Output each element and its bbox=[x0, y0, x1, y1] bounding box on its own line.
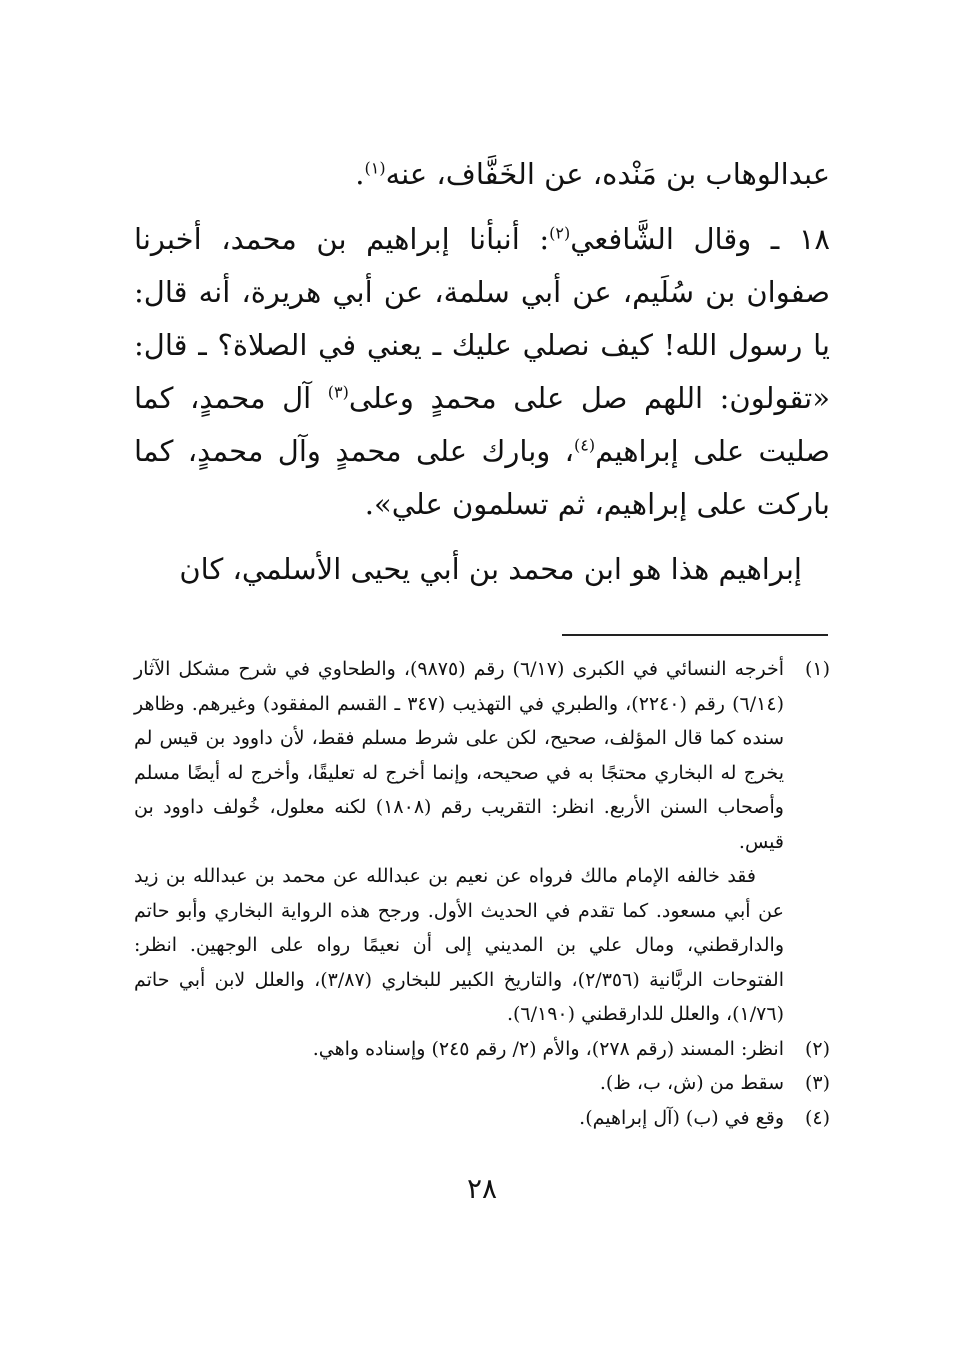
footnote-divider bbox=[562, 634, 828, 636]
paragraph-text: إبراهيم هذا هو ابن محمد بن أبي يحيى الأسلمي، كان bbox=[179, 552, 802, 586]
footnote-text: أخرجه النسائي في الكبرى (٦/١٧) رقم (٩٨٧٥)، والطحاوي في شرح مشكل الآثار (٦/١٤) رقم (٢٢٤٠)، والطبري في التهذيب (٣٤٧ ـ القسم المفقود) وغيرهم. وظاهر سنده كما قال المؤلف، صحيح، لكن على شرط مسلم فقط، لأن داوود بن قيس لم يخرج له البخاري محتجًا به في صحيحه، وإنما أخرج له تعليقًا، وأخرج له أيضًا مسلم وأصحاب السنن الأربع. انظر: التقريب رقم (١٨٠٨) لكنه معلول، خُولف داوود بن قيس. bbox=[134, 658, 785, 853]
footnote-text: وقع في (ب) (آل إبراهيم). bbox=[579, 1106, 784, 1129]
paragraph-hadith-18 bbox=[134, 213, 830, 531]
footnote-4 bbox=[134, 1101, 830, 1136]
footnote-ref-1[interactable]: (١) bbox=[364, 158, 386, 178]
paragraph-text: ١٨ ـ وقال الشَّافعي bbox=[570, 222, 830, 256]
footnote-number: (٣) bbox=[804, 1072, 830, 1094]
main-text bbox=[134, 148, 830, 596]
footnote-ref-2[interactable]: (٢) bbox=[549, 223, 571, 243]
footnote-ref-3[interactable]: (٣) bbox=[327, 382, 349, 402]
footnote-number: (٤) bbox=[804, 1106, 830, 1129]
paragraph-text: آل محمدٍ، كما صليت على إبراهيم bbox=[134, 381, 830, 468]
footnotes bbox=[134, 652, 830, 1135]
page-number: ٢٨ bbox=[466, 1172, 498, 1205]
footnote-text: انظر: المسند (رقم ٢٧٨)، والأم (٢/ رقم ٢٤٥) وإسناده واهي. bbox=[312, 1037, 784, 1060]
footnote-3 bbox=[134, 1066, 830, 1101]
footnote-1-continuation: فقد خالفه الإمام مالك فرواه عن نعيم بن عبدالله عن محمد بن عبدالله بن زيد عن أبي مسعود. كما تقدم في الحديث الأول. ورجح هذه الرواية البخاري وأبو حاتم والدارقطني، ومال علي بن المديني إلى أن نعيمًا رواه على الوجهين. انظر: الفتوحات الربَّانية (٢/٣٥٦)، والتاريخ الكبير للبخاري (٣/٨٧)، والعلل لابن أبي حاتم (١/٧٦)، والعلل للدارقطني (٦/١٩٠). bbox=[134, 865, 784, 1025]
footnote-2 bbox=[134, 1032, 830, 1067]
paragraph-text: : أنبأنا إبراهيم بن محمد، أخبرنا صفوان بن سُلَيم، عن أبي سلمة، عن أبي هريرة، أنه قال: يا رسول الله! كيف نصلي عليك ـ يعني في الصلاة؟ ـ قال: «تقولون: اللهم صل على محمدٍ وعلى bbox=[134, 222, 830, 415]
footnote-ref-4[interactable]: (٤) bbox=[574, 435, 596, 455]
footnote-1 bbox=[134, 652, 830, 859]
footnote-number: (٢) bbox=[804, 1037, 830, 1060]
paragraph-commentary bbox=[134, 543, 830, 596]
footnote-number: (١) bbox=[804, 658, 830, 680]
paragraph-continuation bbox=[134, 148, 830, 201]
paragraph-text: . bbox=[355, 157, 365, 191]
paragraph-text: ، وبارك على محمدٍ وآل محمدٍ، كما باركت على إبراهيم، ثم تسلمون علي». bbox=[134, 434, 830, 521]
paragraph-text: عبدالوهاب بن مَنْده، عن الخَفَّاف، عنه bbox=[385, 157, 830, 191]
footnote-text: سقط من (ش، ب، ظ). bbox=[599, 1072, 784, 1094]
